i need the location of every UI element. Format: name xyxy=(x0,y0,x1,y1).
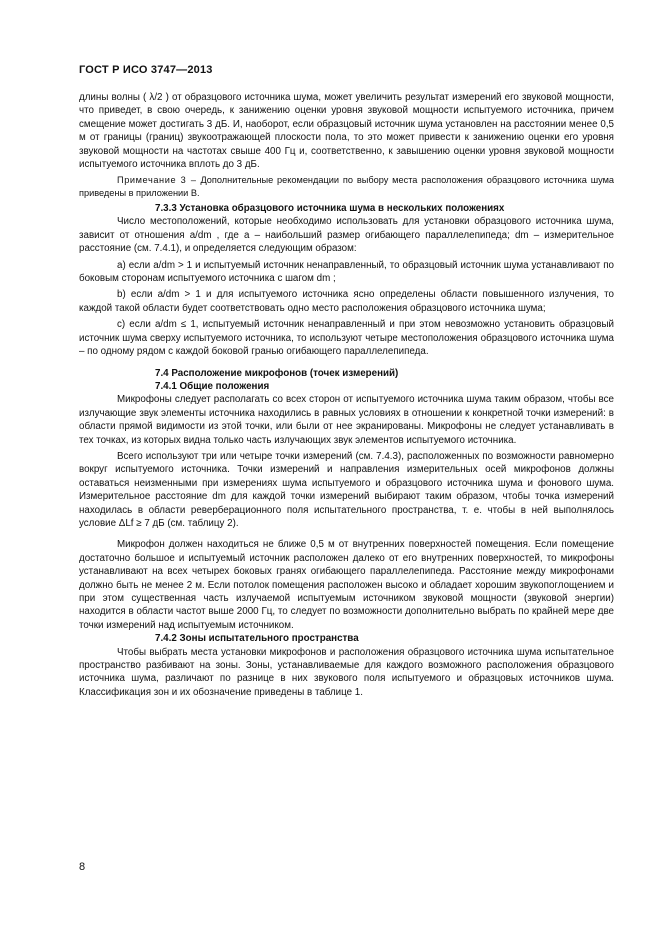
section-title: Расположение микрофонов (точек измерений) xyxy=(171,367,399,379)
list-marker-c: с) xyxy=(117,319,126,331)
section-title: Общие положения xyxy=(179,380,270,392)
paragraph-continued: длины волны ( λ/2 ) от образцового источника шума, может увеличить результат измерений его звуковой мощности, что приведет, в свою очередь, к занижению оценки уровня звуковой мощности испытуемого источника, причем смещение может достигать 3 дБ. И, наоборот, если образцовый источник шума установлен на расстоянии менее 0,5 м от границы (границ) звукоотражающей плоскости пола, то это может привести к занижению оценки его уровня звуковой мощности на частотах свыше 400 Гц и, соответственно, к завышению оценки уровня звуковой мощности испытуемого источника вплоть до 3 дБ. xyxy=(79,92,614,171)
list-item-c xyxy=(79,318,614,358)
section-number: 7.3.3 xyxy=(155,203,177,215)
paragraph-microphone-placement: Микрофоны следует располагать со всех сторон от испытуемого источника шума таким образом, чтобы все излучающие звук элементы источника находились в равных условиях в отношении к конкретной точки измерений: в области прямой видимости из этой точки, или были от нее экранированы. Микрофоны не следует устанавливать в тех точках, из которых видна только часть излучающих звук элементов испытуемого источника. xyxy=(79,394,614,446)
paragraph-microphone-distance: Микрофон должен находиться не ближе 0,5 м от внутренних поверхностей помещения. Если помещение достаточно большое и испытуемый источник расположен далеко от его внутренних поверхностей, то микрофоны устанавливают на всех четырех боковых гранях огибающего параллелепипеда. Расстояние между микрофонами должно быть не менее 2 м. Если потолок помещения расположен высоко и обладает хорошим звукопоглощением и при этом существенная часть излучаемой испытуемым источником звуковой мощности (звуковой энергии) находится в области частот выше 2000 Гц, то следует по возможности дополнительно выбрать по крайней мере две точки измерений над испытуемым источником. xyxy=(79,539,614,631)
section-number: 7.4.2 xyxy=(155,633,177,645)
note-3 xyxy=(79,174,614,200)
paragraph-measurement-points: Всего используют три или четыре точки измерений (см. 7.4.3), расположенных по возможности равномерно вокруг испытуемого источника. Точки измерений и направления измерительных осей микрофонов должны оставаться неизменными при измерениях шума испытуемого и образцового источника шума и фонового шума. Измерительное расстояние dm для каждой точки измерений выбирают таким образом, чтобы точка измерений находилась в области реверберационного поля испытательного пространства, т. е. чтобы в ней выполнялось условие ΔLf ≥ 7 дБ (см. таблицу 2). xyxy=(79,450,614,529)
section-number: 7.4 xyxy=(155,367,169,379)
paragraph-locations-count: Число местоположений, которые необходимо использовать для установки образцового источника шума, зависит от отношения a/dm , где a – наибольший размер огибающего параллелепипеда; dm – измерительное расстояние (см. 7.4.1), и определяется следующим образом: xyxy=(79,216,614,255)
section-7-4-2-heading xyxy=(79,632,614,645)
standard-header: ГОСТ Р ИСО 3747—2013 xyxy=(79,64,213,76)
page-number: 8 xyxy=(79,861,86,873)
list-item-b xyxy=(79,288,614,315)
paragraph-test-zones: Чтобы выбрать места установки микрофонов и расположения образцового источника шума испытательное пространство разбивают на зоны. Зоны, устанавливаемые для каждого возможного расположения образцового источника шума, различают по разнице в них звукового поля испытуемого и образцовых источников шума. Классификация зон и их обозначение приведены в таблице 1. xyxy=(79,646,614,698)
note-text: Дополнительные рекомендации по выбору места расположения образцового источника шума приведены в приложении В. xyxy=(79,175,614,199)
list-text-b: если a/dm > 1 и для испытуемого источника ясно определены области повышенного излучения, то каждой такой области будет соответствовать одно место расположения образцового источника шума; xyxy=(79,289,614,314)
list-text-c: если a/dm ≤ 1, испытуемый источник ненаправленный и при этом невозможно установить образцовый источник шума сверху испытуемого источника, то используют четыре местоположения образцового источника шума – по одному рядом с каждой боковой гранью огибающего параллелепипеда. xyxy=(79,319,614,358)
section-7-4-heading xyxy=(79,367,614,380)
document-body xyxy=(79,91,614,699)
section-number: 7.4.1 xyxy=(155,380,177,392)
list-marker-a: а) xyxy=(117,259,126,271)
section-7-4-1-heading xyxy=(79,380,614,393)
list-text-a: если a/dm > 1 и испытуемый источник ненаправленный, то образцовый источник шума устанавливают по боковым сторонам испытуемого источника с шагом dm ; xyxy=(79,259,614,285)
section-title: Установка образцового источника шума в нескольких положениях xyxy=(179,203,505,215)
section-7-3-3-heading xyxy=(79,202,614,215)
section-title: Зоны испытательного пространства xyxy=(179,633,359,645)
list-item-a xyxy=(79,259,614,286)
note-label: Примечание 3 – xyxy=(117,175,197,186)
list-marker-b: b) xyxy=(117,289,126,301)
